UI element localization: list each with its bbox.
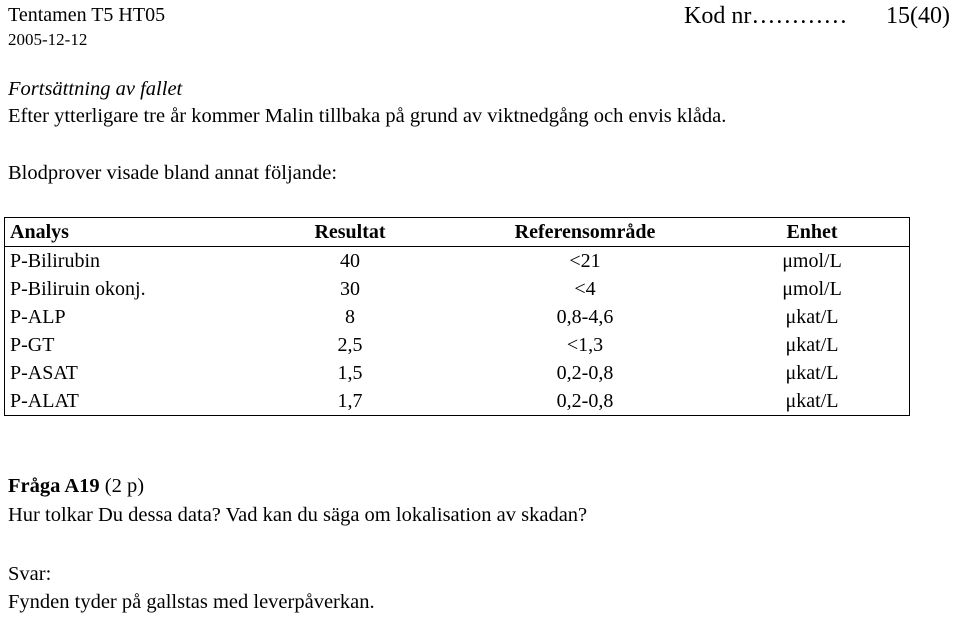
cell-referens: 0,2-0,8	[556, 390, 614, 412]
cell-resultat: 2,5	[337, 334, 363, 356]
cell-enhet: μkat/L	[785, 334, 839, 356]
blood-intro: Blodprover visade bland annat följande:	[8, 162, 338, 184]
cell-enhet: μkat/L	[785, 362, 839, 384]
cell-referens: 0,8-4,6	[556, 306, 614, 328]
answer-text: Fynden tyder på gallstas med leverpåverkan.	[8, 591, 375, 613]
cell-referens: <21	[569, 250, 601, 272]
table-row	[5, 303, 910, 331]
question-heading	[8, 473, 144, 499]
cell-analys: P-ALAT	[10, 390, 79, 412]
cell-analys: P-ALP	[10, 306, 66, 328]
case-text: Efter ytterligare tre år kommer Malin tillbaka på grund av viktnedgång och envis klåda.	[8, 105, 727, 127]
cell-enhet: μmol/L	[782, 278, 842, 300]
col-header-referensomrade: Referensområde	[455, 218, 715, 247]
cell-resultat: 1,7	[337, 390, 363, 412]
question-label: Fråga A19	[8, 475, 100, 497]
table-row	[5, 359, 910, 387]
cell-referens: 0,2-0,8	[556, 362, 614, 384]
cell-resultat: 8	[345, 306, 355, 328]
table-row	[5, 247, 910, 276]
table-row	[5, 331, 910, 359]
cell-enhet: μkat/L	[785, 306, 839, 328]
cell-enhet: μmol/L	[782, 250, 842, 272]
header-page-number: 15(40)	[886, 3, 950, 29]
table-header-row	[5, 218, 910, 247]
answer-label: Svar:	[8, 563, 52, 585]
col-header-resultat: Resultat	[245, 218, 455, 247]
cell-analys: P-ASAT	[10, 362, 78, 384]
lab-results-table	[4, 217, 910, 416]
table-row	[5, 275, 910, 303]
cell-analys: P-Bilirubin	[10, 250, 101, 272]
cell-resultat: 1,5	[337, 362, 363, 384]
cell-resultat: 30	[340, 278, 360, 300]
question-text: Hur tolkar Du dessa data? Vad kan du säga om lokalisation av skadan?	[8, 504, 588, 526]
col-header-analys: Analys	[5, 218, 246, 247]
cell-resultat: 40	[340, 250, 360, 272]
cell-referens: <1,3	[566, 334, 604, 356]
cell-referens: <4	[574, 278, 596, 300]
header-code-field: Kod nr…………	[684, 3, 848, 29]
cell-enhet: μkat/L	[785, 390, 839, 412]
question-points: (2 p)	[104, 475, 145, 497]
header-date: 2005-12-12	[8, 30, 88, 49]
cell-analys: P-Biliruin okonj.	[10, 278, 146, 300]
table-row	[5, 387, 910, 416]
cell-analys: P-GT	[10, 334, 55, 356]
header-exam-title: Tentamen T5 HT05	[8, 4, 166, 26]
col-header-enhet: Enhet	[715, 218, 910, 247]
case-heading: Fortsättning av fallet	[8, 78, 183, 100]
